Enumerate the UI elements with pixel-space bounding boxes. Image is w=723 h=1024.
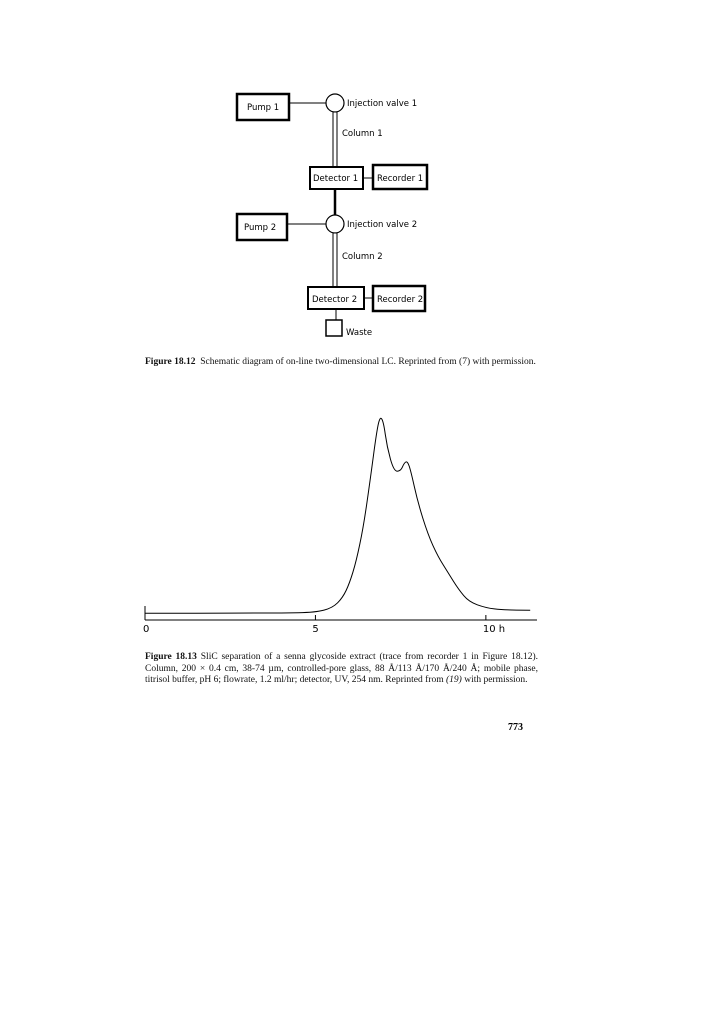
x-ticks — [143, 615, 505, 635]
column-1-label: Column 1 — [342, 129, 383, 139]
figure-18-12-caption-text: Schematic diagram of on-line two-dimensional LC. Reprinted from (7) with permission. — [200, 357, 536, 367]
x-tick-label-10: 10 h — [482, 624, 506, 635]
recorder-2-label: Recorder 2 — [377, 295, 424, 305]
column-2 — [333, 233, 337, 288]
column-1 — [333, 112, 337, 168]
figure-18-13-caption-label: Figure 18.13 — [145, 652, 197, 662]
figure-18-13-caption — [145, 652, 538, 687]
injection-valve-1-label: Injection valve 1 — [347, 99, 418, 109]
waste-box — [326, 320, 342, 336]
recorder-1-label: Recorder 1 — [377, 174, 424, 184]
injection-valve-2-label: Injection valve 2 — [347, 220, 418, 230]
detector-1-label: Detector 1 — [313, 174, 359, 184]
injection-valve-2 — [326, 215, 344, 233]
recorder-1-trace — [145, 418, 530, 613]
pump-1-label: Pump 1 — [247, 103, 280, 113]
figure-18-12-caption-label: Figure 18.12 — [145, 357, 196, 367]
page-number: 773 — [508, 722, 523, 733]
column-2-label: Column 2 — [342, 252, 383, 262]
figure-18-13-caption-text: SliC separation of a senna glycoside extract (trace from recorder 1 in Figure 18.12). Column, 200 × 0.4 cm, 38-74 µm, controlled-pore glass, 88 Å/113 Å/170 Å/240 Å; mobile phase, titrisol buffer, pH 6; flowrate, 1.2 ml/hr; detector, UV, 254 nm. Reprinted from — [145, 652, 538, 685]
waste-label: Waste — [346, 328, 373, 338]
x-tick-label-5: 5 — [312, 624, 319, 635]
pump-2-label: Pump 2 — [244, 223, 277, 233]
figure-18-12-caption — [145, 357, 538, 369]
chromatogram-chart — [0, 390, 723, 690]
injection-valve-1 — [326, 94, 344, 112]
figure-18-13-caption-tail: with permission. — [464, 675, 528, 685]
two-dimensional-lc-schematic — [0, 0, 723, 360]
figure-18-13-caption-ref: (19) — [446, 675, 462, 685]
x-tick-label-0: 0 — [143, 624, 150, 635]
detector-2-label: Detector 2 — [312, 295, 358, 305]
